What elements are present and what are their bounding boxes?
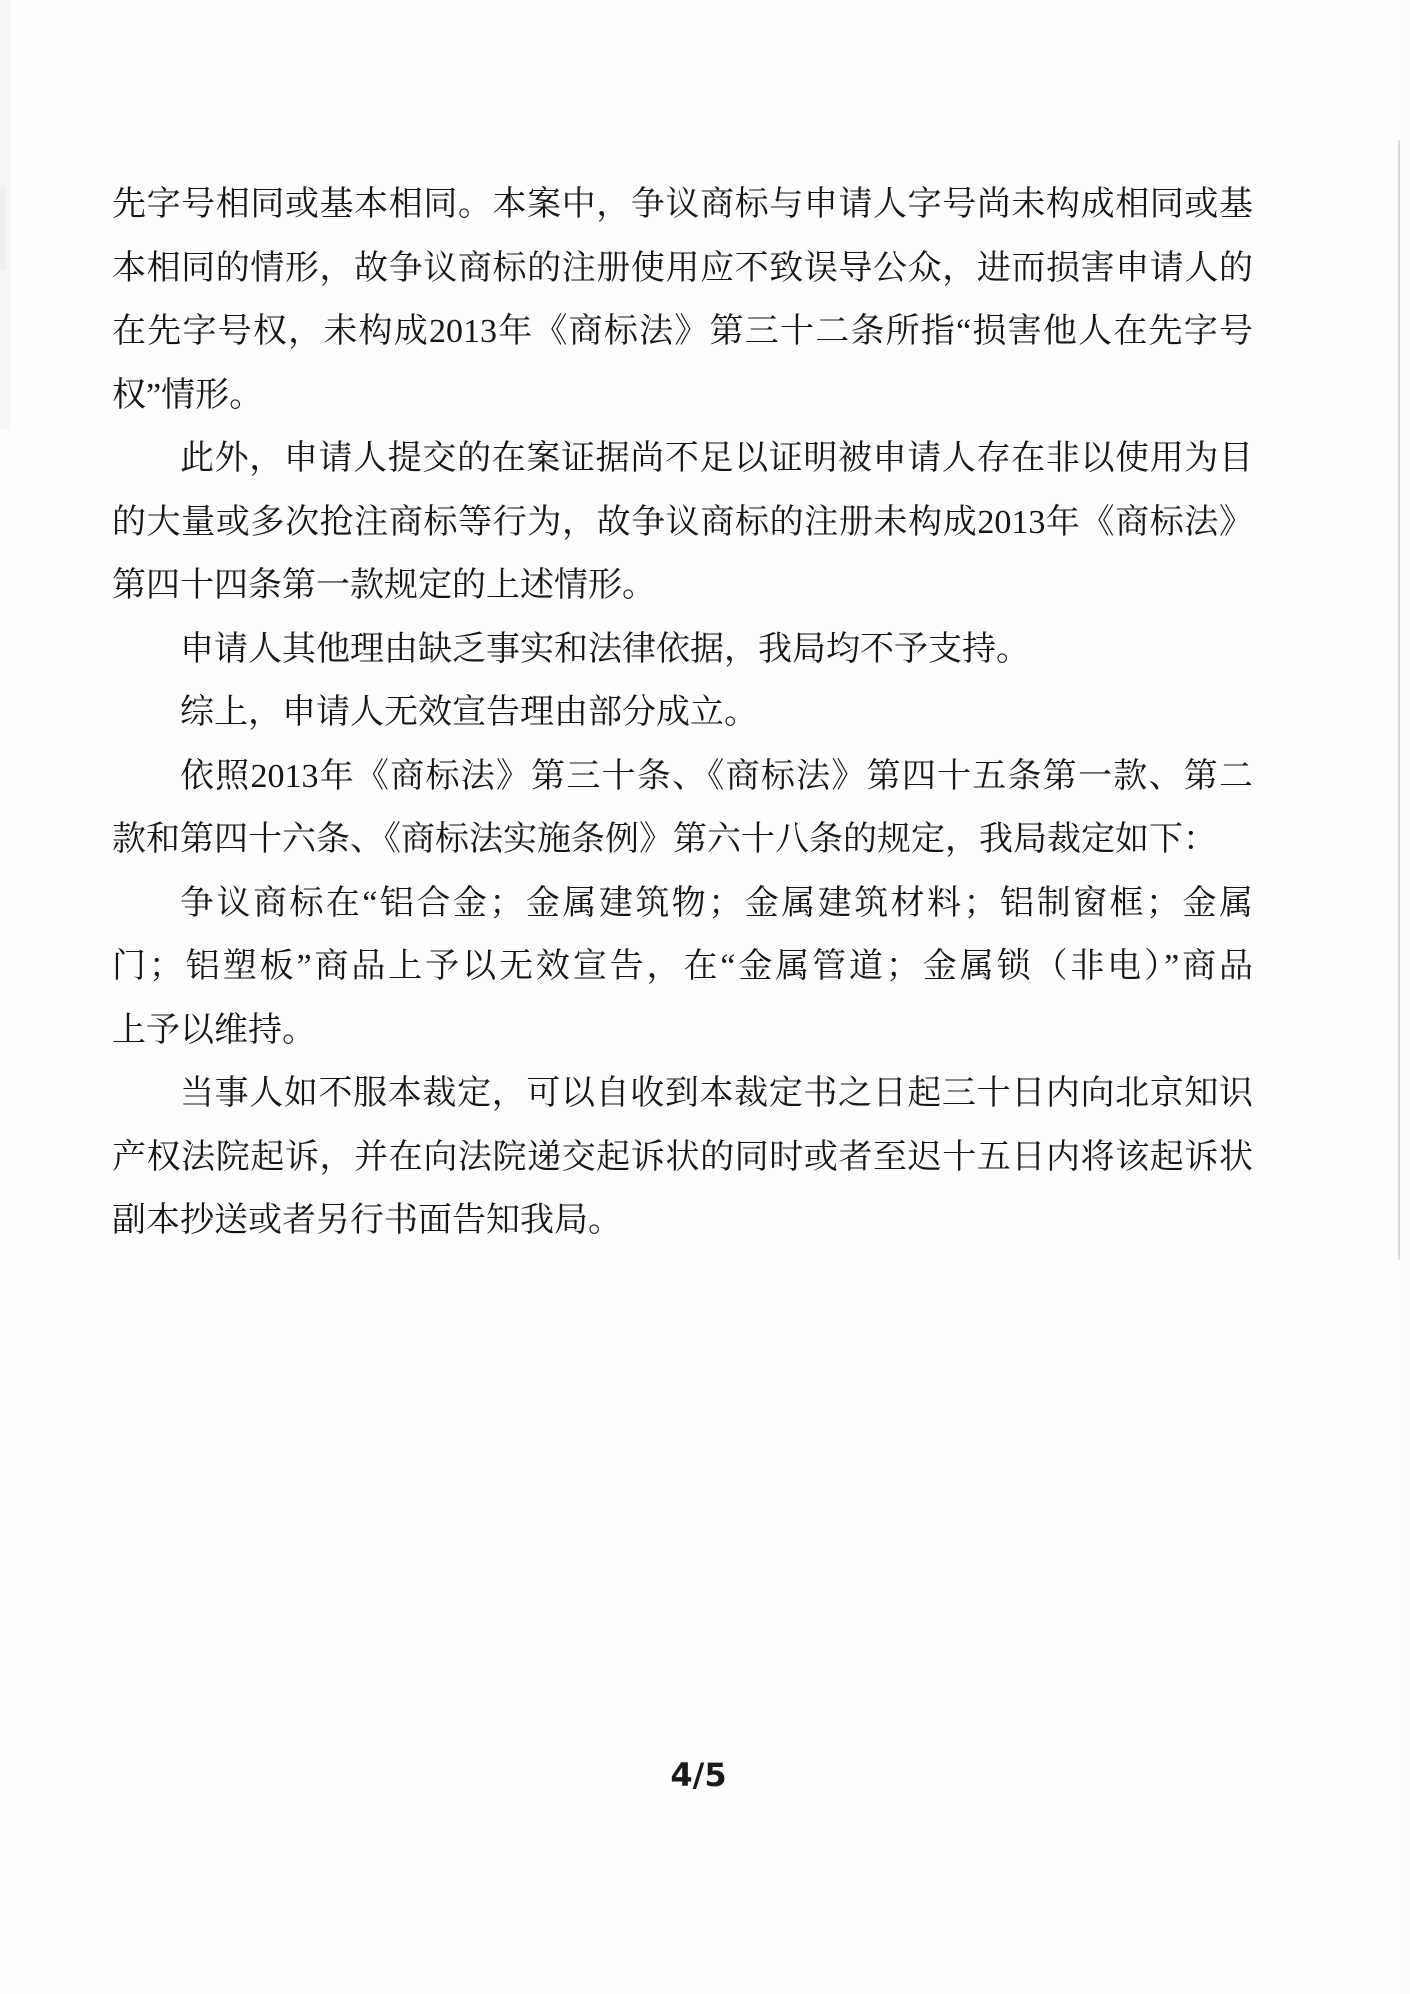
text-line: 争议商标在“铝合金；金属建筑物；金属建筑材料；铝制窗框；金属 — [180, 884, 1253, 922]
text-line: 当事人如不服本裁定，可以自收到本裁定书之日起三十日内向北京知识 — [180, 1075, 1253, 1112]
text-line: 在先字号权，未构成2013年《商标法》第三十二条所指“损害他人在先字号 — [112, 313, 1253, 350]
text-line: 上予以维持。 — [112, 1011, 316, 1049]
text-line: 款和第四十六条、《商标法实施条例》第六十八条的规定，我局裁定如下： — [112, 821, 1217, 858]
text-line: 综上，申请人无效宣告理由部分成立。 — [180, 694, 758, 731]
text-line: 产权法院起诉，并在向法院递交起诉状的同时或者至迟十五日内将该起诉状 — [112, 1138, 1253, 1176]
scan-edge-right — [1398, 140, 1400, 1260]
page-number: 4/5 — [670, 1756, 727, 1794]
text-line: 第四十四条第一款规定的上述情形。 — [112, 567, 656, 604]
text-line: 的大量或多次抢注商标等行为，故争议商标的注册未构成2013年《商标法》 — [112, 503, 1253, 541]
scan-edge-right-halo — [1400, 0, 1410, 1994]
text-line: 本相同的情形，故争议商标的注册使用应不致误导公众，进而损害申请人的 — [112, 249, 1253, 287]
text-line: 副本抄送或者另行书面告知我局。 — [112, 1202, 622, 1239]
text-line: 门；铝塑板”商品上予以无效宣告，在“金属管道；金属锁（非电）”商品 — [112, 948, 1253, 985]
text-line: 依照2013年《商标法》第三十条、《商标法》第四十五条第一款、第二 — [180, 757, 1253, 795]
ruling-text-block — [112, 173, 1253, 1253]
scan-edge-left-smudge — [0, 185, 6, 270]
text-line: 先字号相同或基本相同。本案中，争议商标与申请人字号尚未构成相同或基 — [112, 186, 1253, 223]
text-line: 申请人其他理由缺乏事实和法律依据，我局均不予支持。 — [180, 630, 1030, 668]
text-line: 权”情形。 — [112, 376, 264, 414]
text-line: 此外，申请人提交的在案证据尚不足以证明被申请人存在非以使用为目 — [180, 440, 1253, 477]
